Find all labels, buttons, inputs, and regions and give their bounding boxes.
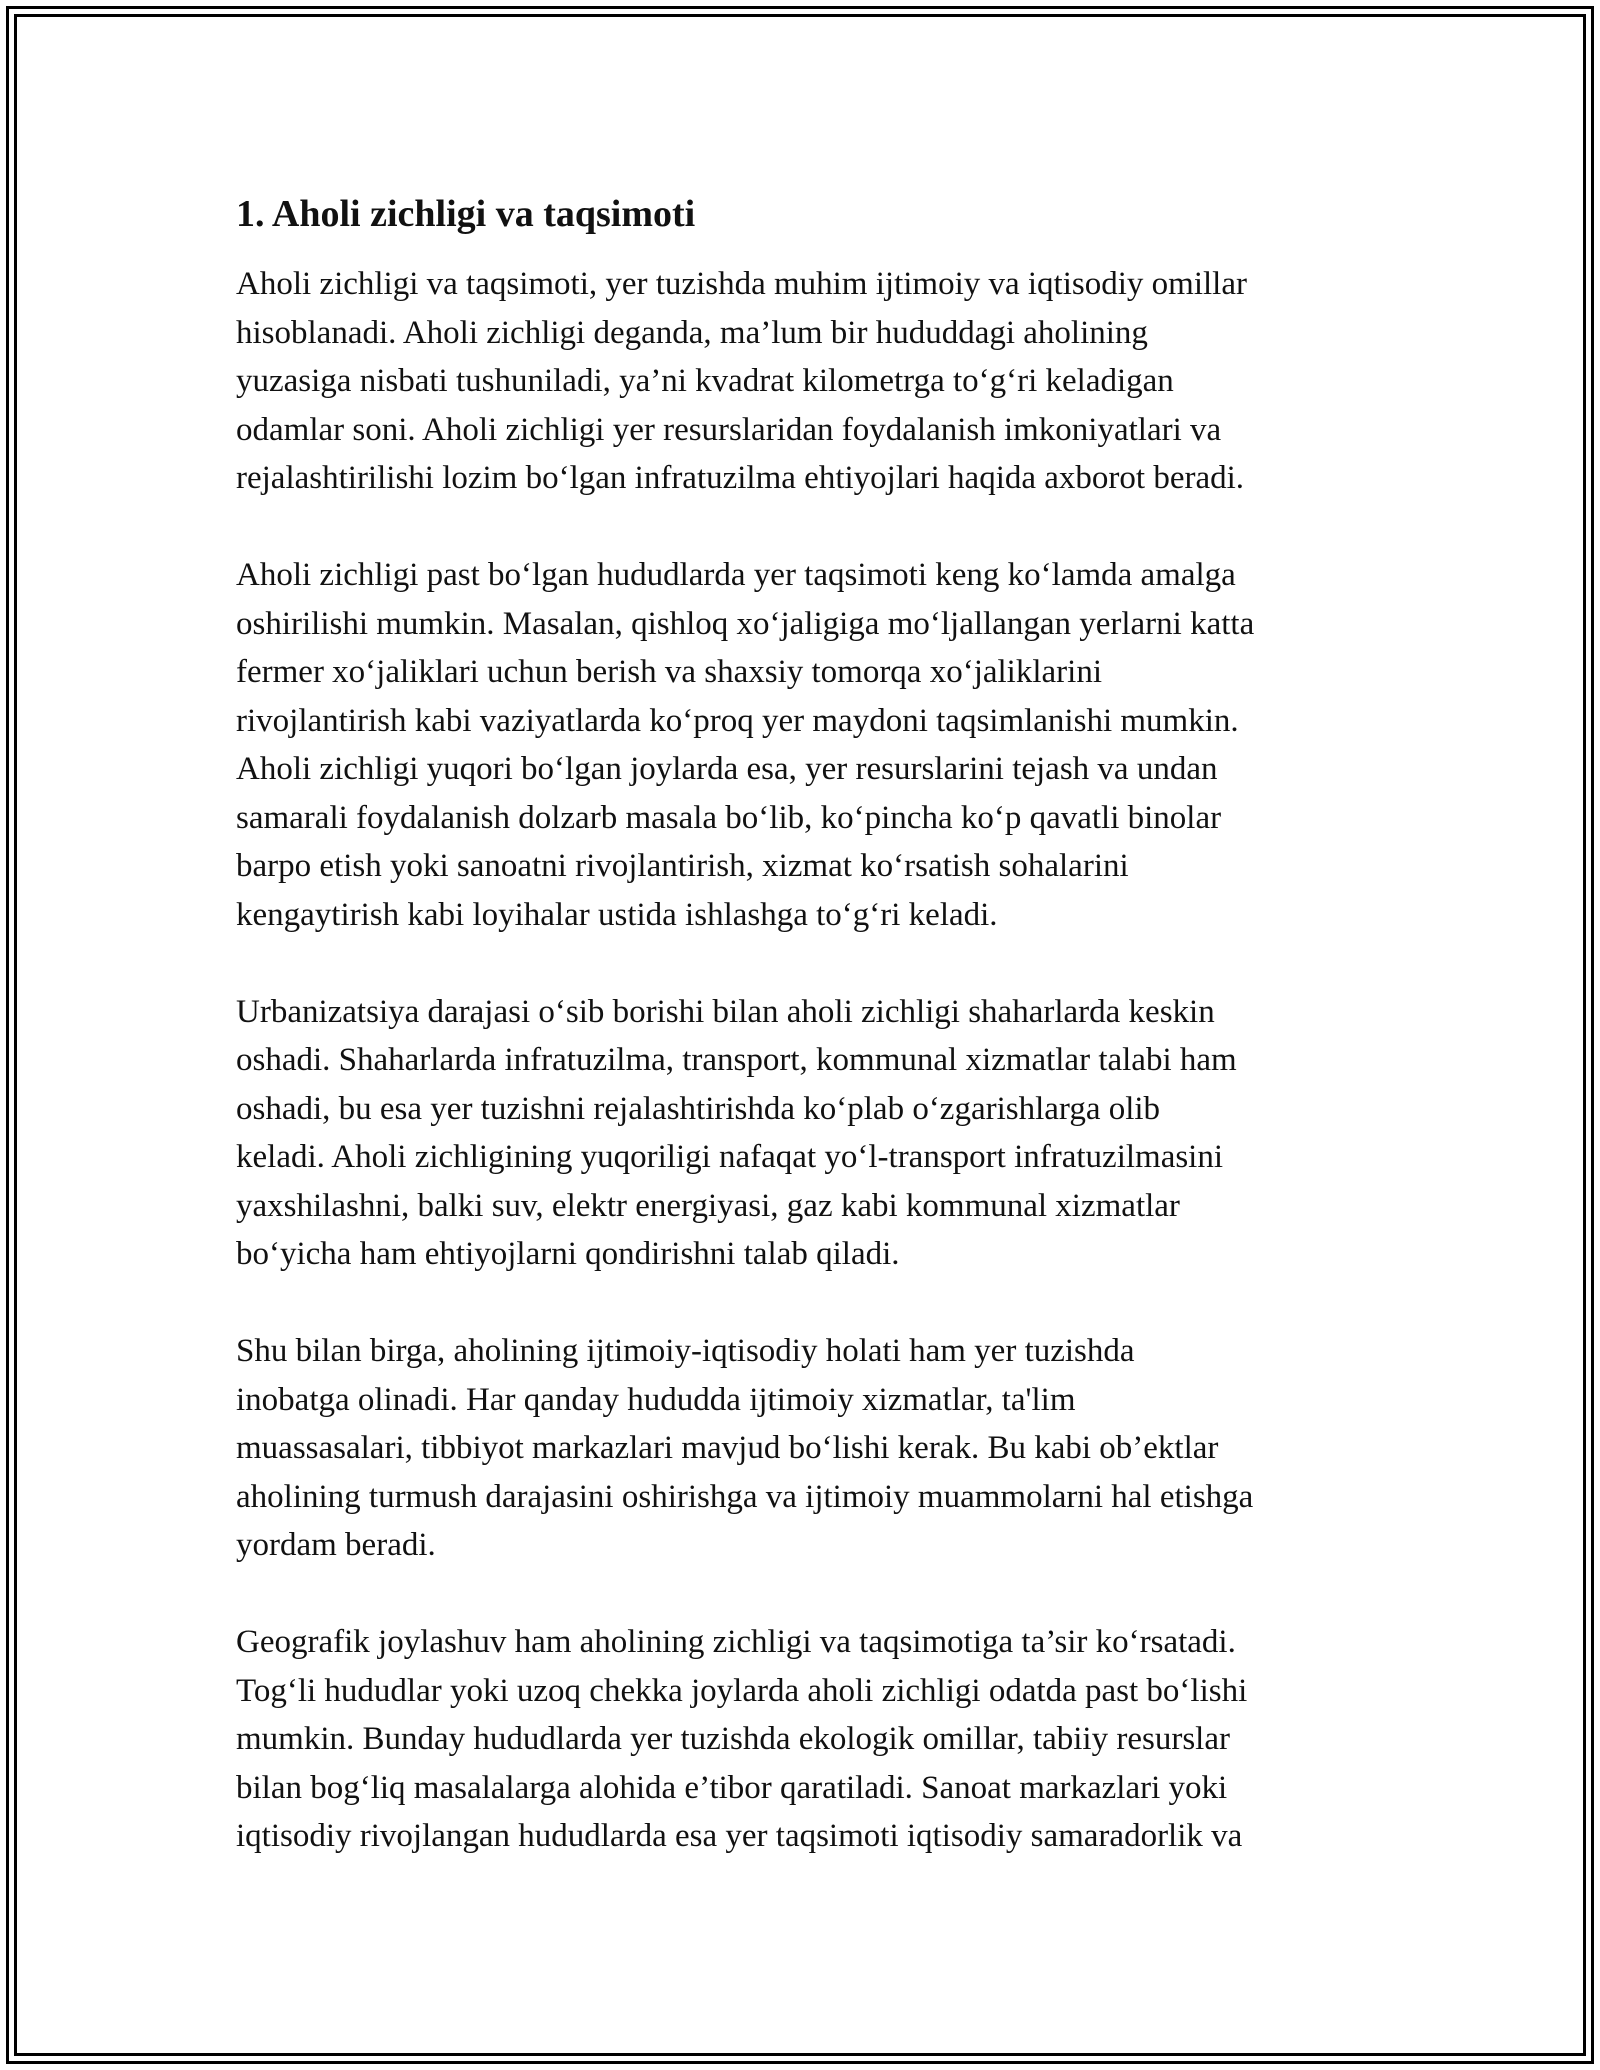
paragraph-line: bo‘yicha ham ehtiyojlarni qondirishni talab qiladi. bbox=[236, 1236, 900, 1272]
paragraph-line: bilan bog‘liq masalalarga alohida e’tibor qaratiladi. Sanoat markazlari yoki bbox=[236, 1769, 1228, 1806]
paragraph-line: muassasalari, tibbiyot markazlari mavjud bo‘lishi kerak. Bu kabi ob’ektlar bbox=[236, 1430, 1219, 1466]
paragraph bbox=[236, 1327, 1386, 1570]
paragraph-line: yuzasiga nisbati tushuniladi, ya’ni kvadrat kilometrga to‘g‘ri keladigan bbox=[236, 363, 1174, 399]
document-body bbox=[236, 190, 1386, 1909]
paragraph-line: Tog‘li hududlar yoki uzoq chekka joylarda aholi zichligi odatda past bo‘lishi bbox=[236, 1672, 1248, 1709]
paragraph-line: rivojlantirish kabi vaziyatlarda ko‘proq yer maydoni taqsimlanishi mumkin. bbox=[236, 702, 1239, 739]
paragraph-line: aholining turmush darajasini oshirishga va ijtimoiy muammolarni hal etishga bbox=[236, 1478, 1254, 1515]
paragraph-line: inobatga olinadi. Har qanday hududda ijtimoiy xizmatlar, ta'lim bbox=[236, 1381, 1076, 1418]
paragraph-list bbox=[236, 260, 1386, 1861]
paragraph-line: odamlar soni. Aholi zichligi yer resurslaridan foydalanish imkoniyatlari va bbox=[236, 411, 1222, 448]
paragraph-line: oshirilishi mumkin. Masalan, qishloq xo‘jaligiga mo‘ljallangan yerlarni katta bbox=[236, 605, 1255, 642]
paragraph bbox=[236, 988, 1386, 1279]
paragraph-line: Aholi zichligi va taqsimoti, yer tuzishda muhim ijtimoiy va iqtisodiy omillar bbox=[236, 266, 1247, 302]
paragraph-line: yaxshilashni, balki suv, elektr energiyasi, gaz kabi kommunal xizmatlar bbox=[236, 1187, 1180, 1224]
paragraph-line: keladi. Aholi zichligining yuqoriligi nafaqat yo‘l-transport infratuzilmasini bbox=[236, 1139, 1224, 1175]
paragraph-line: barpo etish yoki sanoatni rivojlantirish, xizmat ko‘rsatish sohalarini bbox=[236, 848, 1129, 884]
section-heading: 1. Aholi zichligi va taqsimoti bbox=[236, 193, 696, 235]
paragraph-line: fermer xo‘jaliklari uchun berish va shaxsiy tomorqa xo‘jaliklarini bbox=[236, 654, 1102, 690]
paragraph-line: Geografik joylashuv ham aholining zichligi va taqsimotiga ta’sir ko‘rsatadi. bbox=[236, 1624, 1236, 1660]
paragraph bbox=[236, 551, 1386, 939]
paragraph-line: oshadi. Shaharlarda infratuzilma, transport, kommunal xizmatlar talabi ham bbox=[236, 1042, 1237, 1078]
paragraph-line: iqtisodiy rivojlangan hududlarda esa yer taqsimoti iqtisodiy samaradorlik va bbox=[236, 1818, 1243, 1854]
paragraph-line: Urbanizatsiya darajasi o‘sib borishi bilan aholi zichligi shaharlarda keskin bbox=[236, 993, 1215, 1030]
paragraph-line: Aholi zichligi past bo‘lgan hududlarda yer taqsimoti keng ko‘lamda amalga bbox=[236, 557, 1236, 593]
paragraph-line: Shu bilan birga, aholining ijtimoiy-iqtisodiy holati ham yer tuzishda bbox=[236, 1333, 1135, 1369]
paragraph-line: rejalashtirilishi lozim bo‘lgan infratuzilma ehtiyojlari haqida axborot beradi. bbox=[236, 460, 1245, 496]
paragraph-line: oshadi, bu esa yer tuzishni rejalashtirishda ko‘plab o‘zgarishlarga olib bbox=[236, 1090, 1161, 1127]
paragraph-line: Aholi zichligi yuqori bo‘lgan joylarda esa, yer resurslarini tejash va undan bbox=[236, 751, 1218, 787]
paragraph bbox=[236, 1618, 1386, 1861]
paragraph-line: samarali foydalanish dolzarb masala bo‘lib, ko‘pincha ko‘p qavatli binolar bbox=[236, 799, 1222, 836]
paragraph-line: hisoblanadi. Aholi zichligi deganda, ma’lum bir hududdagi aholining bbox=[236, 314, 1148, 351]
paragraph-line: yordam beradi. bbox=[236, 1527, 436, 1563]
paragraph-line: mumkin. Bunday hududlarda yer tuzishda ekologik omillar, tabiiy resurslar bbox=[236, 1721, 1230, 1757]
paragraph bbox=[236, 260, 1386, 503]
paragraph-line: kengaytirish kabi loyihalar ustida ishlashga to‘g‘ri keladi. bbox=[236, 896, 998, 933]
